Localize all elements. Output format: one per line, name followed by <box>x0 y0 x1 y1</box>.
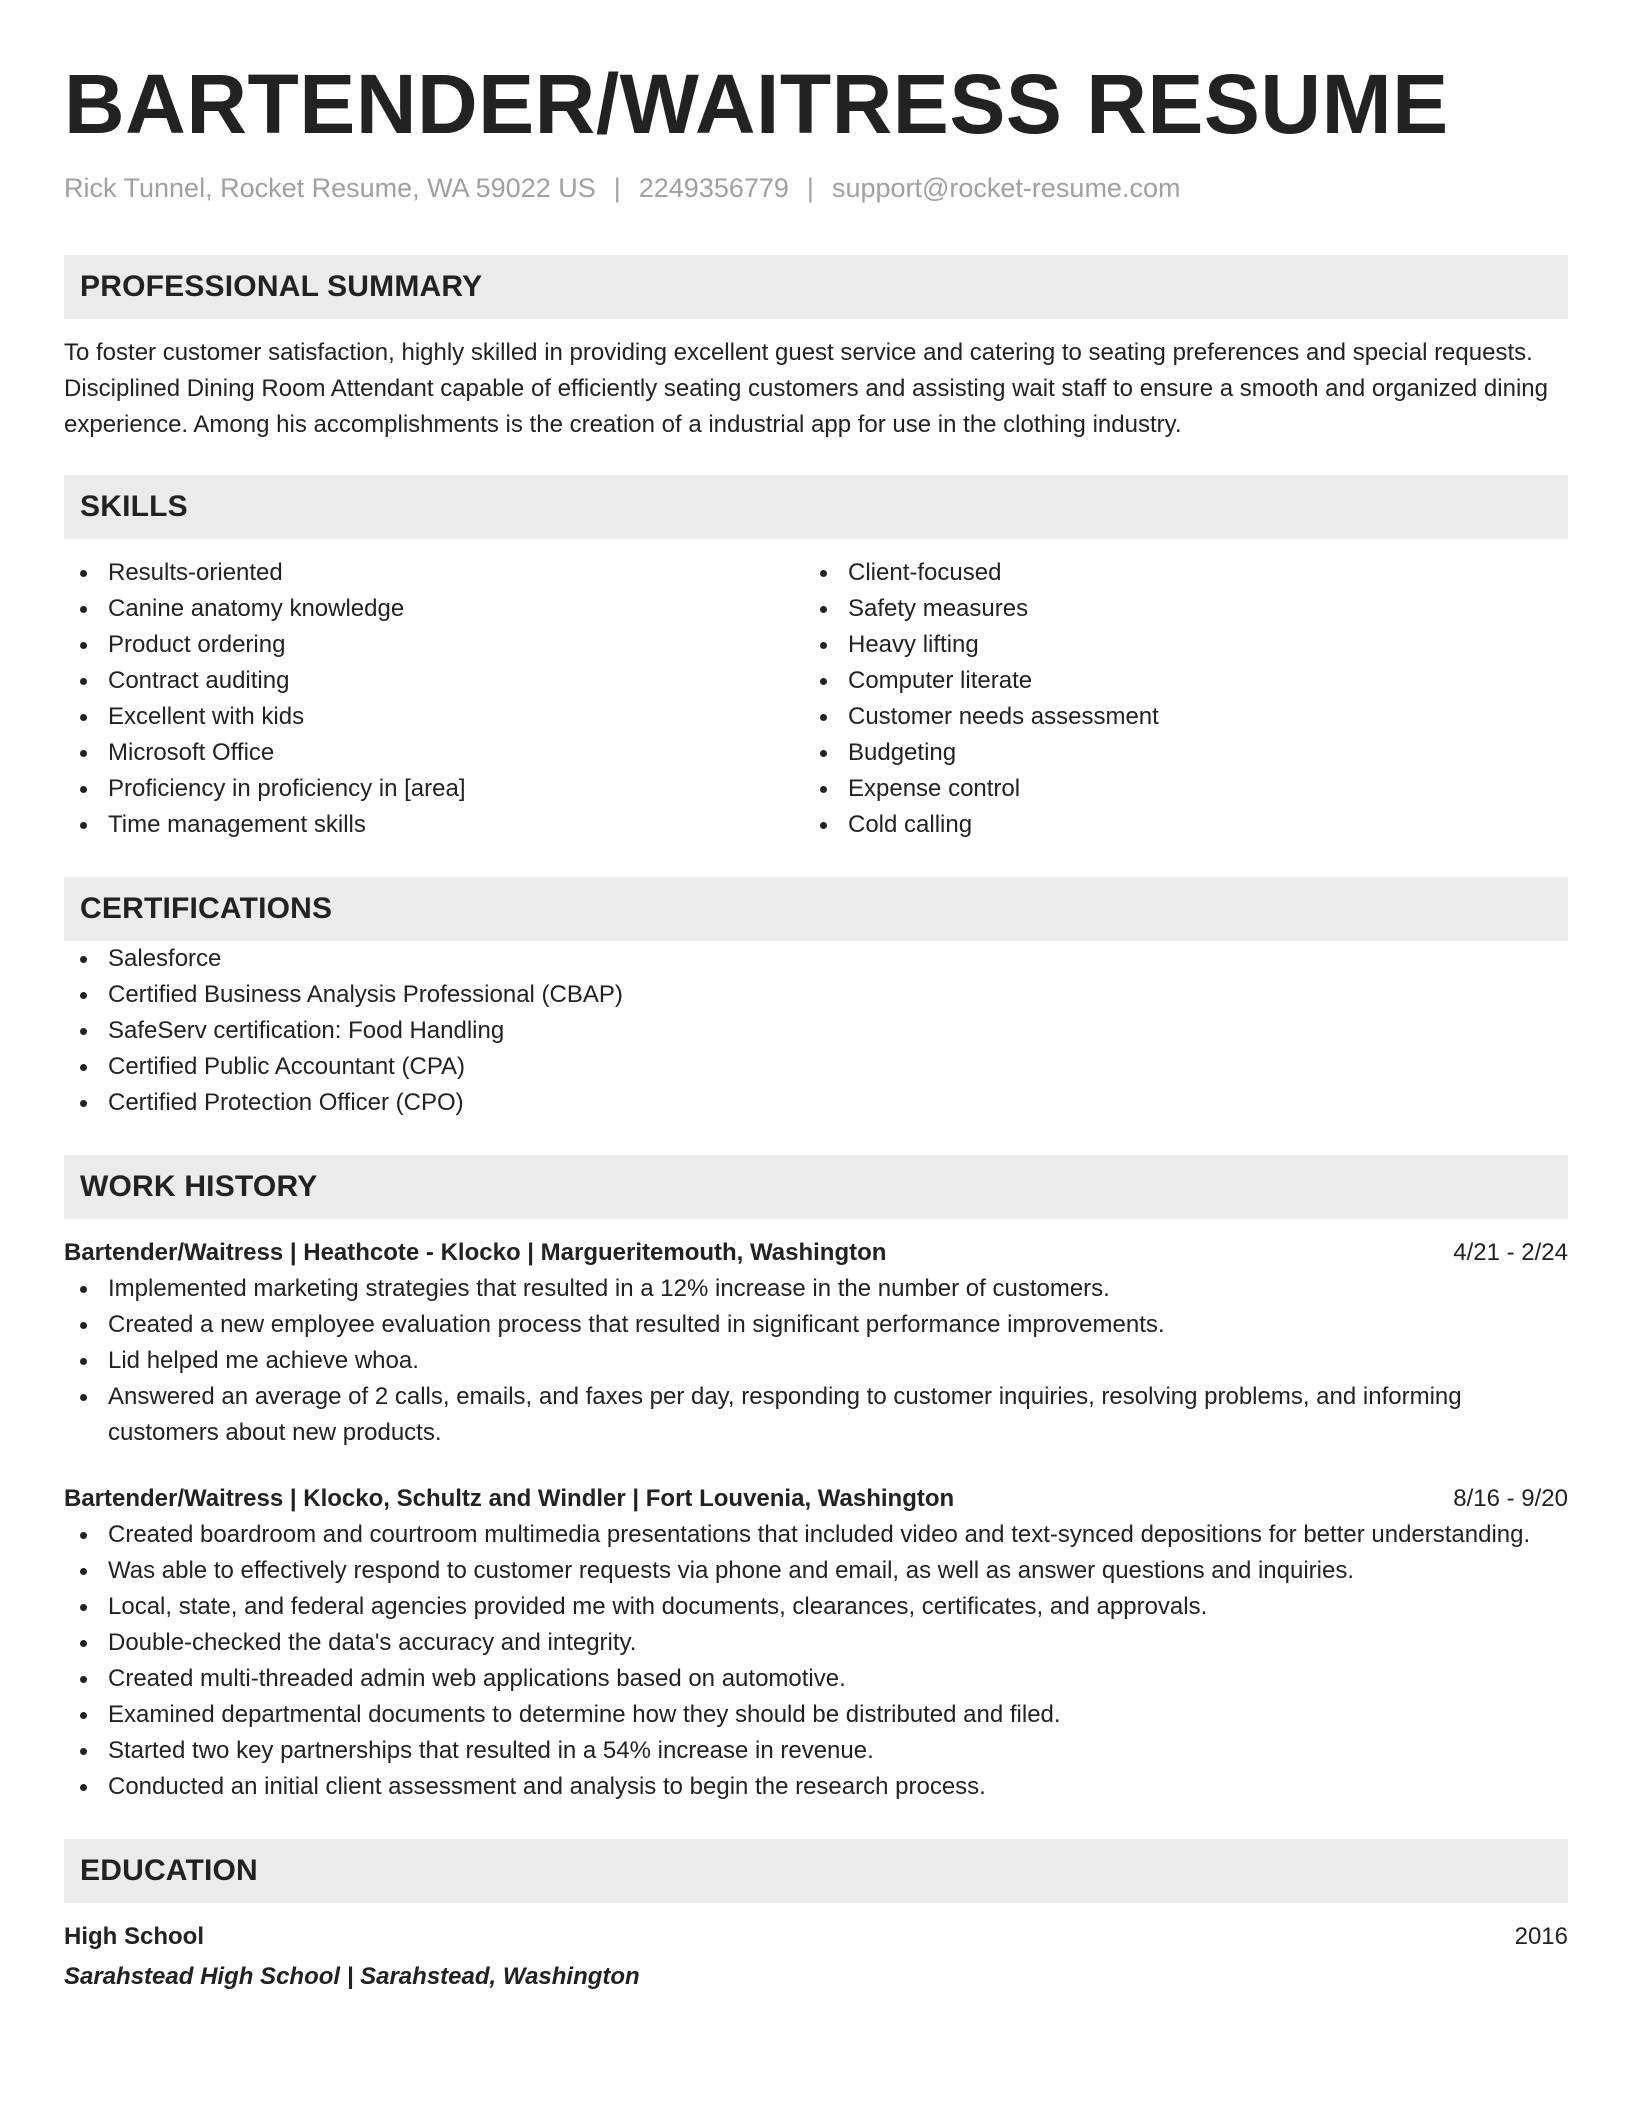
contact-separator: | <box>613 173 621 203</box>
job-bullet: Examined departmental documents to determine how they should be distributed and filed. <box>64 1697 1568 1733</box>
job-bullet: Was able to effectively respond to customer requests via phone and email, as well as answer questions and inquiries. <box>64 1553 1568 1589</box>
job-bullet: Answered an average of 2 calls, emails, and faxes per day, responding to customer inquiries, resolving problems, and informing customers about new products. <box>64 1379 1568 1451</box>
job-bullet: Local, state, and federal agencies provided me with documents, clearances, certificates, and approvals. <box>64 1589 1568 1625</box>
skill-item: Safety measures <box>804 591 1544 627</box>
section-header-work-history: WORK HISTORY <box>64 1155 1568 1219</box>
contact-phone: 2249356779 <box>638 173 789 203</box>
skill-item: Microsoft Office <box>64 735 804 771</box>
certification-item: Certified Protection Officer (CPO) <box>64 1085 1568 1121</box>
skill-item: Customer needs assessment <box>804 699 1544 735</box>
skill-item: Contract auditing <box>64 663 804 699</box>
education-year: 2016 <box>1514 1923 1568 1950</box>
resume-title: BARTENDER/WAITRESS RESUME <box>64 57 1449 151</box>
job-bullet: Double-checked the data's accuracy and integrity. <box>64 1625 1568 1661</box>
contact-line <box>64 170 1568 206</box>
contact-separator: | <box>806 173 814 203</box>
job-dates: 8/16 - 9/20 <box>1453 1485 1568 1512</box>
skill-item: Time management skills <box>64 807 804 843</box>
job-bullet: Started two key partnerships that resulted in a 54% increase in revenue. <box>64 1733 1568 1769</box>
section-header-summary: PROFESSIONAL SUMMARY <box>64 255 1568 319</box>
job-bullet: Conducted an initial client assessment and analysis to begin the research process. <box>64 1769 1568 1805</box>
contact-address: Rick Tunnel, Rocket Resume, WA 59022 US <box>64 173 596 203</box>
certification-item: SafeServ certification: Food Handling <box>64 1013 1568 1049</box>
skill-item: Cold calling <box>804 807 1544 843</box>
certification-item: Certified Public Accountant (CPA) <box>64 1049 1568 1085</box>
summary-text: To foster customer satisfaction, highly skilled in providing excellent guest service and catering to seating preferences and special requests. Disciplined Dining Room Attendant capable of efficiently seating customers and assisting wait staff to ensure a smooth and organized dining experience. Among his accomplishments is the creation of a industrial app for use in the clothing industry. <box>64 339 1548 438</box>
section-header-certifications: CERTIFICATIONS <box>64 877 1568 941</box>
certification-item: Certified Business Analysis Professional (CBAP) <box>64 977 1568 1013</box>
job-title: Bartender/Waitress | Klocko, Schultz and Windler | Fort Louvenia, Washington <box>64 1485 955 1512</box>
skill-item: Computer literate <box>804 663 1544 699</box>
job-bullet: Created a new employee evaluation process that resulted in significant performance improvements. <box>64 1307 1568 1343</box>
job-bullet: Created multi-threaded admin web applications based on automotive. <box>64 1661 1568 1697</box>
skill-item: Excellent with kids <box>64 699 804 735</box>
skills-column-right <box>804 555 1544 843</box>
education-school: Sarahstead High School | Sarahstead, Washington <box>64 1963 640 1990</box>
skill-item: Canine anatomy knowledge <box>64 591 804 627</box>
job-bullet: Lid helped me achieve whoa. <box>64 1343 1568 1379</box>
skill-item: Expense control <box>804 771 1544 807</box>
job-dates: 4/21 - 2/24 <box>1453 1239 1568 1266</box>
job-heading <box>64 1235 1568 1271</box>
skill-item: Heavy lifting <box>804 627 1544 663</box>
job-bullet: Created boardroom and courtroom multimedia presentations that included video and text-synced depositions for better understanding. <box>64 1517 1568 1553</box>
section-header-skills: SKILLS <box>64 475 1568 539</box>
job-bullet-list <box>64 1271 1568 1451</box>
section-header-education: EDUCATION <box>64 1839 1568 1903</box>
skills-list-right <box>804 555 1544 843</box>
education-heading <box>64 1919 1568 1955</box>
skill-item: Budgeting <box>804 735 1544 771</box>
skill-item: Results-oriented <box>64 555 804 591</box>
skills-list-left <box>64 555 804 843</box>
contact-email: support@rocket-resume.com <box>831 173 1181 203</box>
job-heading <box>64 1481 1568 1517</box>
skills-grid <box>64 555 1568 843</box>
skill-item: Proficiency in proficiency in [area] <box>64 771 804 807</box>
job-title: Bartender/Waitress | Heathcote - Klocko | Margueritemouth, Washington <box>64 1239 887 1266</box>
skill-item: Client-focused <box>804 555 1544 591</box>
job-bullet-list <box>64 1517 1568 1805</box>
education-degree: High School <box>64 1923 204 1950</box>
certification-item: Salesforce <box>64 941 1568 977</box>
certifications-list <box>64 941 1568 1121</box>
skills-column-left <box>64 555 804 843</box>
job-bullet: Implemented marketing strategies that resulted in a 12% increase in the number of customers. <box>64 1271 1568 1307</box>
skill-item: Product ordering <box>64 627 804 663</box>
